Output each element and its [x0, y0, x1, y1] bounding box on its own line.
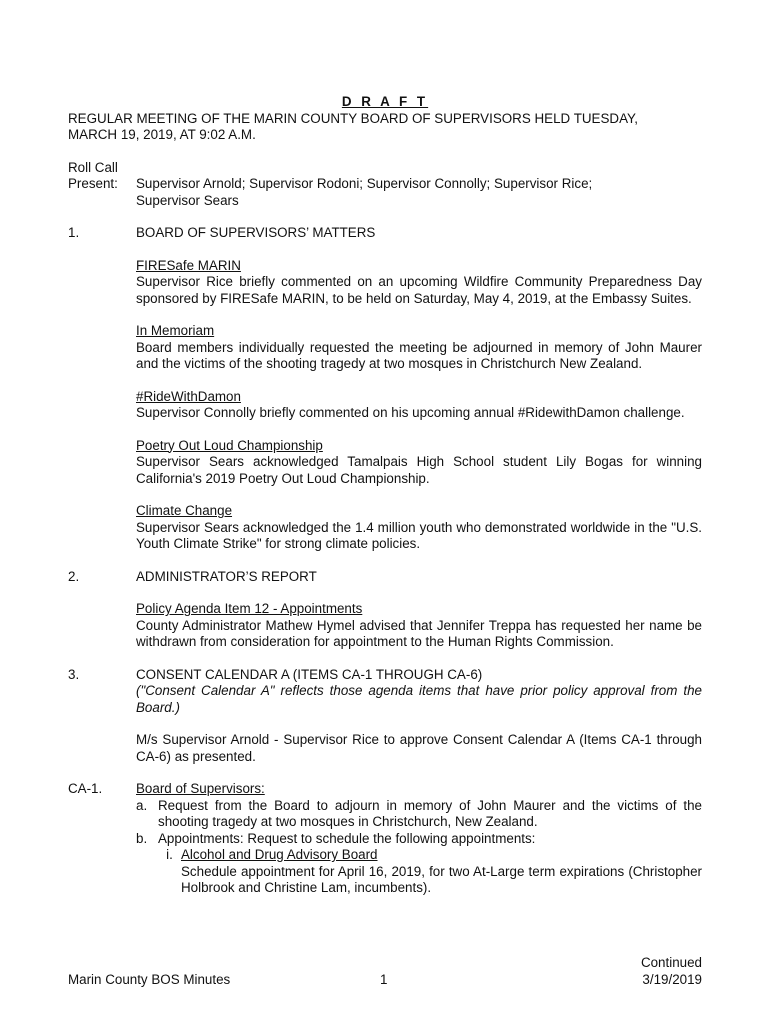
section-3-note: ("Consent Calendar A" reflects those agenda items that have prior policy approval from the Board.)	[136, 683, 702, 715]
item-heading: Policy Agenda Item 12 - Appointments	[136, 601, 363, 616]
item-text: Supervisor Rice briefly commented on an upcoming Wildfire Community Preparedness Day sponsored by FIRESafe MARIN, to be held on Saturday, May 4, 2019, at the Embassy Suites.	[136, 274, 702, 306]
list-marker: b.	[136, 830, 148, 846]
list-marker: a.	[136, 797, 148, 813]
item-text: Supervisor Sears acknowledged the 1.4 million youth who demonstrated worldwide in the "U.S. Youth Climate Strike" for strong climate policies.	[136, 519, 702, 551]
section-1-title: BOARD OF SUPERVISORS’ MATTERS	[136, 225, 376, 240]
item-firesafe	[136, 258, 702, 308]
page-number: 1	[380, 971, 388, 987]
item-heading: Climate Change	[136, 503, 233, 518]
ca-1-number: CA-1.	[68, 781, 103, 796]
list-text: Appointments: Request to schedule the following appointments:	[158, 830, 536, 846]
continued-label: Continued	[640, 955, 702, 970]
list-text: Request from the Board to adjourn in memory of John Maurer and the victims of the shooting tragedy at two mosques in Christchurch, New Zealand.	[158, 797, 702, 829]
item-text: Supervisor Connolly briefly commented on his upcoming annual #RidewithDamon challenge.	[136, 405, 685, 420]
sub-list-item	[136, 847, 702, 897]
roll-call	[68, 160, 702, 210]
meeting-heading-line-1: REGULAR MEETING OF THE MARIN COUNTY BOARD OF SUPERVISORS HELD TUESDAY,	[68, 110, 638, 126]
list-marker: i.	[166, 847, 173, 862]
ca-1-heading: Board of Supervisors:	[136, 781, 265, 796]
section-2-number: 2.	[68, 568, 80, 584]
item-heading: FIRESafe MARIN	[136, 257, 241, 273]
section-2-title: ADMINISTRATOR’S REPORT	[136, 568, 317, 584]
ca-1	[68, 781, 702, 897]
roll-call-label: Roll Call	[68, 159, 118, 175]
list-item	[136, 798, 702, 831]
item-poetry	[136, 438, 702, 488]
footer-date: 3/19/2019	[642, 971, 702, 987]
draft-title: D R A F T	[341, 94, 429, 109]
footer-title: Marin County BOS Minutes	[68, 971, 231, 987]
present-label: Present:	[68, 176, 118, 191]
item-heading: Poetry Out Loud Championship	[136, 437, 323, 453]
item-text: Supervisor Sears acknowledged Tamalpais High School student Lily Bogas for winning California's 2019 Poetry Out Loud Championship.	[136, 454, 702, 486]
item-ridewithdamon	[136, 389, 702, 422]
sub-item-heading: Alcohol and Drug Advisory Board	[181, 847, 378, 862]
item-heading: #RideWithDamon	[136, 388, 241, 404]
section-1	[68, 225, 702, 553]
section-1-number: 1.	[68, 225, 80, 240]
sub-item-text: Schedule appointment for April 16, 2019, for two At-Large term expirations (Christopher Holbrook and Christine Lam, incumbents).	[181, 863, 702, 895]
item-text: County Administrator Mathew Hymel advised that Jennifer Treppa has requested her name be withdrawn from consideration for appointment to the Human Rights Commission.	[136, 617, 702, 649]
section-2	[68, 569, 702, 651]
item-text: Board members individually requested the meeting be adjourned in memory of John Maurer and the victims of the shooting tragedy at two mosques in Christchurch New Zealand.	[136, 339, 702, 371]
list-item	[136, 831, 702, 848]
section-3-number: 3.	[68, 666, 80, 682]
item-heading: In Memoriam	[136, 323, 215, 338]
document-page	[68, 94, 702, 897]
present-list: Supervisor Arnold; Supervisor Rodoni; Supervisor Connolly; Supervisor Rice; Supervisor Sears	[136, 176, 593, 208]
page-footer	[68, 955, 702, 988]
section-3	[68, 667, 702, 766]
item-climate-change	[136, 503, 702, 553]
section-3-title: CONSENT CALENDAR A (ITEMS CA-1 THROUGH CA-6)	[136, 666, 483, 682]
item-in-memoriam	[136, 323, 702, 373]
meeting-heading-line-2: MARCH 19, 2019, AT 9:02 A.M.	[68, 127, 256, 142]
section-3-motion: M/s Supervisor Arnold - Supervisor Rice to approve Consent Calendar A (Items CA-1 through CA-6) as presented.	[136, 732, 702, 764]
